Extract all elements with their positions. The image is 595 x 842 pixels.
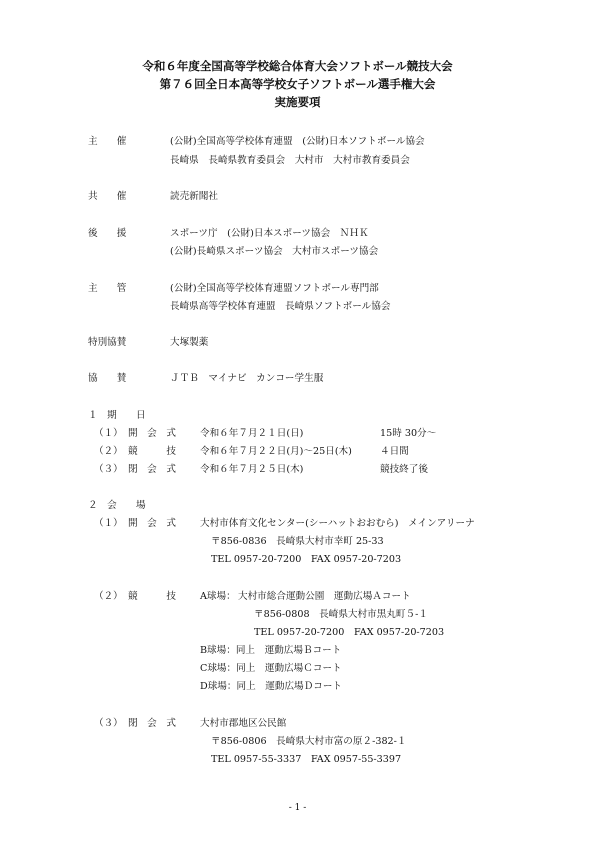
closing-name: 閉 会 式 xyxy=(128,718,176,729)
closing-venue: 大村市郡地区公民館 xyxy=(200,718,287,729)
schedule-heading: １ 期 日 xyxy=(88,410,146,421)
opening-venue: 大村市体育文化センター(シーハットおおむら) メインアリーナ xyxy=(200,518,475,529)
opening-name: 開 会 式 xyxy=(128,518,176,529)
venues-heading: ２ 会 場 xyxy=(88,500,146,511)
koen-line-1: スポーツ庁 (公財)日本スポーツ協会 ＮＨＫ xyxy=(170,228,369,239)
closing-num: （３） xyxy=(94,718,123,729)
closing-phone: TEL 0957-55-3337 FAX 0957-55-3397 xyxy=(211,754,402,765)
opening-address: 〒856-0836 長崎県大村市幸町 25-33 xyxy=(211,536,384,547)
koen-line-2: (公財)長崎県スポーツ協会 大村市スポーツ協会 xyxy=(170,246,379,257)
shukan-line-2: 長崎県高等学校体育連盟 長崎県ソフトボール協会 xyxy=(170,301,391,312)
schedule-row-1-note: 15時 30分～ xyxy=(380,428,437,439)
shusai-line-2: 長崎県 長崎県教育委員会 大村市 大村市教育委員会 xyxy=(170,155,410,166)
competition-c: C球場：同上 運動広場Ｃコート xyxy=(200,663,342,674)
shukan-line-1: (公財)全国高等学校体育連盟ソフトボール専門部 xyxy=(170,283,379,294)
opening-num: （１） xyxy=(94,518,123,529)
schedule-row-3-num: （３） xyxy=(94,464,123,475)
competition-a-address: 〒856-0808 長崎県大村市黒丸町５-１ xyxy=(254,609,428,620)
schedule-row-2-num: （２） xyxy=(94,446,123,457)
opening-phone: TEL 0957-20-7200 FAX 0957-20-7203 xyxy=(211,554,402,565)
schedule-row-3-date: 令和６年７月２５日(木) xyxy=(200,464,304,475)
kyosan-line-1: ＪＴＢ マイナビ カンコー学生服 xyxy=(170,373,324,384)
schedule-row-3-note: 競技終了後 xyxy=(380,464,428,475)
competition-name: 競 技 xyxy=(128,591,176,602)
tokubetsu-line-1: 大塚製薬 xyxy=(170,337,209,348)
schedule-row-2-note: ４日間 xyxy=(380,446,409,457)
schedule-row-2-name: 競 技 xyxy=(128,446,176,457)
title-line-2: 第７６回全日本高等学校女子ソフトボール選手権大会 xyxy=(159,77,436,91)
competition-b: B球場：同上 運動広場Ｂコート xyxy=(200,645,342,656)
schedule-row-1-num: （１） xyxy=(94,428,123,439)
koen-label: 後 援 xyxy=(88,228,127,239)
competition-d: D球場：同上 運動広場Ｄコート xyxy=(200,681,343,692)
title-line-3: 実施要項 xyxy=(274,95,321,109)
schedule-row-1-name: 開 会 式 xyxy=(128,428,176,439)
kyosai-line-1: 読売新聞社 xyxy=(170,191,218,202)
kyosai-label: 共 催 xyxy=(88,191,127,202)
schedule-row-3-name: 閉 会 式 xyxy=(128,464,176,475)
competition-a-phone: TEL 0957-20-7200 FAX 0957-20-7203 xyxy=(254,627,445,638)
competition-num: （２） xyxy=(94,591,123,602)
shusai-label: 主 催 xyxy=(88,136,127,147)
title-line-1: 令和６年度全国高等学校総合体育大会ソフトボール競技大会 xyxy=(142,59,453,73)
page-number: - 1 - xyxy=(288,803,307,813)
competition-a-venue: 大村市総合運動公園 運動広場Ａコート xyxy=(238,591,411,602)
shusai-line-1: (公財)全国高等学校体育連盟 (公財)日本ソフトボール協会 xyxy=(170,136,425,147)
tokubetsu-label: 特別協賛 xyxy=(88,337,127,348)
competition-a-label: A球場： xyxy=(200,591,236,602)
schedule-row-2-date: 令和６年７月２２日(月)～25日(木) xyxy=(200,446,352,457)
kyosan-label: 協 賛 xyxy=(88,373,127,384)
schedule-row-1-date: 令和６年７月２１日(日) xyxy=(200,428,304,439)
closing-address: 〒856-0806 長崎県大村市富の原２-382-１ xyxy=(211,736,407,747)
shukan-label: 主 管 xyxy=(88,283,127,294)
